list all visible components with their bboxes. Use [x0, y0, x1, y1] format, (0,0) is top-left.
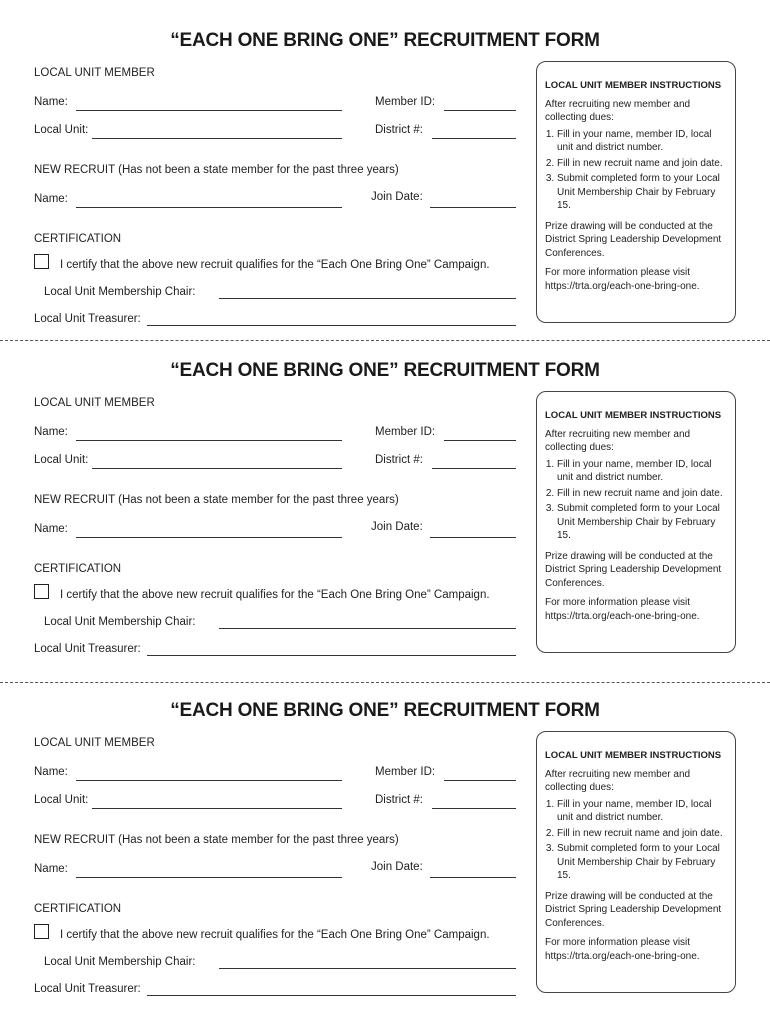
member-name-label: Name: — [34, 96, 68, 108]
certification-checkbox[interactable] — [34, 584, 49, 599]
membership-chair-label: Local Unit Membership Chair: — [44, 286, 196, 298]
form-title: “EACH ONE BRING ONE” RECRUITMENT FORM — [170, 30, 600, 51]
local-unit-field[interactable] — [92, 138, 342, 139]
cut-line — [0, 340, 770, 341]
certification-heading: CERTIFICATION — [34, 233, 122, 245]
certification-statement: I certify that the above new recruit qualifies for the “Each One Bring One” Campaign. — [60, 589, 490, 601]
district-field[interactable] — [432, 138, 516, 139]
instructions-intro: After recruiting new member and collecting dues: — [545, 768, 691, 793]
instructions-box — [536, 731, 736, 993]
new-recruit-heading: NEW RECRUIT (Has not been a state member for the past three years) — [34, 494, 399, 506]
treasurer-field[interactable] — [147, 655, 516, 656]
form-title: “EACH ONE BRING ONE” RECRUITMENT FORM — [170, 700, 600, 721]
treasurer-field[interactable] — [147, 995, 516, 996]
instruction-step: 2. Fill in new recruit name and join date. — [557, 827, 727, 841]
instructions-intro: After recruiting new member and collecting dues: — [545, 98, 691, 123]
member-name-label: Name: — [34, 426, 68, 438]
treasurer-label: Local Unit Treasurer: — [34, 983, 141, 995]
local-unit-label: Local Unit: — [34, 454, 89, 466]
instruction-step: 3. Submit completed form to your Local Unit Membership Chair by February 15. — [557, 502, 727, 543]
treasurer-label: Local Unit Treasurer: — [34, 313, 141, 325]
instruction-step: 1. Fill in your name, member ID, local unit and district number. — [557, 128, 727, 155]
district-label: District #: — [375, 454, 423, 466]
district-field[interactable] — [432, 808, 516, 809]
treasurer-label: Local Unit Treasurer: — [34, 643, 141, 655]
new-recruit-heading: NEW RECRUIT (Has not been a state member for the past three years) — [34, 834, 399, 846]
certification-checkbox[interactable] — [34, 254, 49, 269]
more-info-note: For more information please visit https://trta.org/each-one-bring-one. — [545, 267, 700, 292]
recruit-name-label: Name: — [34, 193, 68, 205]
certification-statement: I certify that the above new recruit qualifies for the “Each One Bring One” Campaign. — [60, 259, 490, 271]
instructions-steps — [545, 798, 727, 883]
join-date-field[interactable] — [430, 537, 516, 538]
local-unit-field[interactable] — [92, 808, 342, 809]
member-name-field[interactable] — [76, 110, 342, 111]
join-date-label: Join Date: — [371, 521, 423, 533]
treasurer-field[interactable] — [147, 325, 516, 326]
membership-chair-label: Local Unit Membership Chair: — [44, 956, 196, 968]
member-id-field[interactable] — [444, 780, 516, 781]
form-title: “EACH ONE BRING ONE” RECRUITMENT FORM — [170, 360, 600, 381]
local-unit-label: Local Unit: — [34, 794, 89, 806]
join-date-field[interactable] — [430, 877, 516, 878]
member-name-field[interactable] — [76, 780, 342, 781]
instruction-step: 1. Fill in your name, member ID, local unit and district number. — [557, 458, 727, 485]
local-member-heading: LOCAL UNIT MEMBER — [34, 67, 155, 79]
instruction-step: 2. Fill in new recruit name and join date. — [557, 157, 727, 171]
member-name-label: Name: — [34, 766, 68, 778]
cut-line — [0, 682, 770, 683]
recruitment-form — [0, 330, 770, 670]
membership-chair-label: Local Unit Membership Chair: — [44, 616, 196, 628]
district-label: District #: — [375, 124, 423, 136]
prize-note: Prize drawing will be conducted at the District Spring Leadership Development Conferences. — [545, 890, 722, 929]
member-name-field[interactable] — [76, 440, 342, 441]
membership-chair-field[interactable] — [219, 628, 516, 629]
recruitment-form — [0, 0, 770, 340]
join-date-label: Join Date: — [371, 861, 423, 873]
membership-chair-field[interactable] — [219, 968, 516, 969]
local-member-heading: LOCAL UNIT MEMBER — [34, 397, 155, 409]
instruction-step: 2. Fill in new recruit name and join date. — [557, 487, 727, 501]
prize-note: Prize drawing will be conducted at the District Spring Leadership Development Conferences. — [545, 550, 722, 589]
recruit-name-field[interactable] — [76, 877, 342, 878]
recruit-name-field[interactable] — [76, 207, 342, 208]
member-id-label: Member ID: — [375, 426, 436, 438]
member-id-label: Member ID: — [375, 96, 436, 108]
certification-heading: CERTIFICATION — [34, 903, 122, 915]
local-member-heading: LOCAL UNIT MEMBER — [34, 737, 155, 749]
district-field[interactable] — [432, 468, 516, 469]
local-unit-label: Local Unit: — [34, 124, 89, 136]
instructions-intro: After recruiting new member and collecting dues: — [545, 428, 691, 453]
instructions-heading: LOCAL UNIT MEMBER INSTRUCTIONS — [545, 410, 722, 421]
instruction-step: 3. Submit completed form to your Local Unit Membership Chair by February 15. — [557, 842, 727, 883]
recruit-name-label: Name: — [34, 523, 68, 535]
instructions-heading: LOCAL UNIT MEMBER INSTRUCTIONS — [545, 80, 722, 91]
member-id-field[interactable] — [444, 110, 516, 111]
recruitment-form — [0, 670, 770, 1010]
district-label: District #: — [375, 794, 423, 806]
more-info-note: For more information please visit https://trta.org/each-one-bring-one. — [545, 597, 700, 622]
new-recruit-heading: NEW RECRUIT (Has not been a state member for the past three years) — [34, 164, 399, 176]
instructions-box — [536, 391, 736, 653]
membership-chair-field[interactable] — [219, 298, 516, 299]
instruction-step: 3. Submit completed form to your Local Unit Membership Chair by February 15. — [557, 172, 727, 213]
member-id-field[interactable] — [444, 440, 516, 441]
instructions-box — [536, 61, 736, 323]
prize-note: Prize drawing will be conducted at the District Spring Leadership Development Conferences. — [545, 220, 722, 259]
recruit-name-label: Name: — [34, 863, 68, 875]
instructions-heading: LOCAL UNIT MEMBER INSTRUCTIONS — [545, 750, 722, 761]
certification-statement: I certify that the above new recruit qualifies for the “Each One Bring One” Campaign. — [60, 929, 490, 941]
instructions-steps — [545, 458, 727, 543]
more-info-note: For more information please visit https://trta.org/each-one-bring-one. — [545, 937, 700, 962]
join-date-label: Join Date: — [371, 191, 423, 203]
member-id-label: Member ID: — [375, 766, 436, 778]
instruction-step: 1. Fill in your name, member ID, local unit and district number. — [557, 798, 727, 825]
join-date-field[interactable] — [430, 207, 516, 208]
recruit-name-field[interactable] — [76, 537, 342, 538]
local-unit-field[interactable] — [92, 468, 342, 469]
certification-heading: CERTIFICATION — [34, 563, 122, 575]
certification-checkbox[interactable] — [34, 924, 49, 939]
instructions-steps — [545, 128, 727, 213]
